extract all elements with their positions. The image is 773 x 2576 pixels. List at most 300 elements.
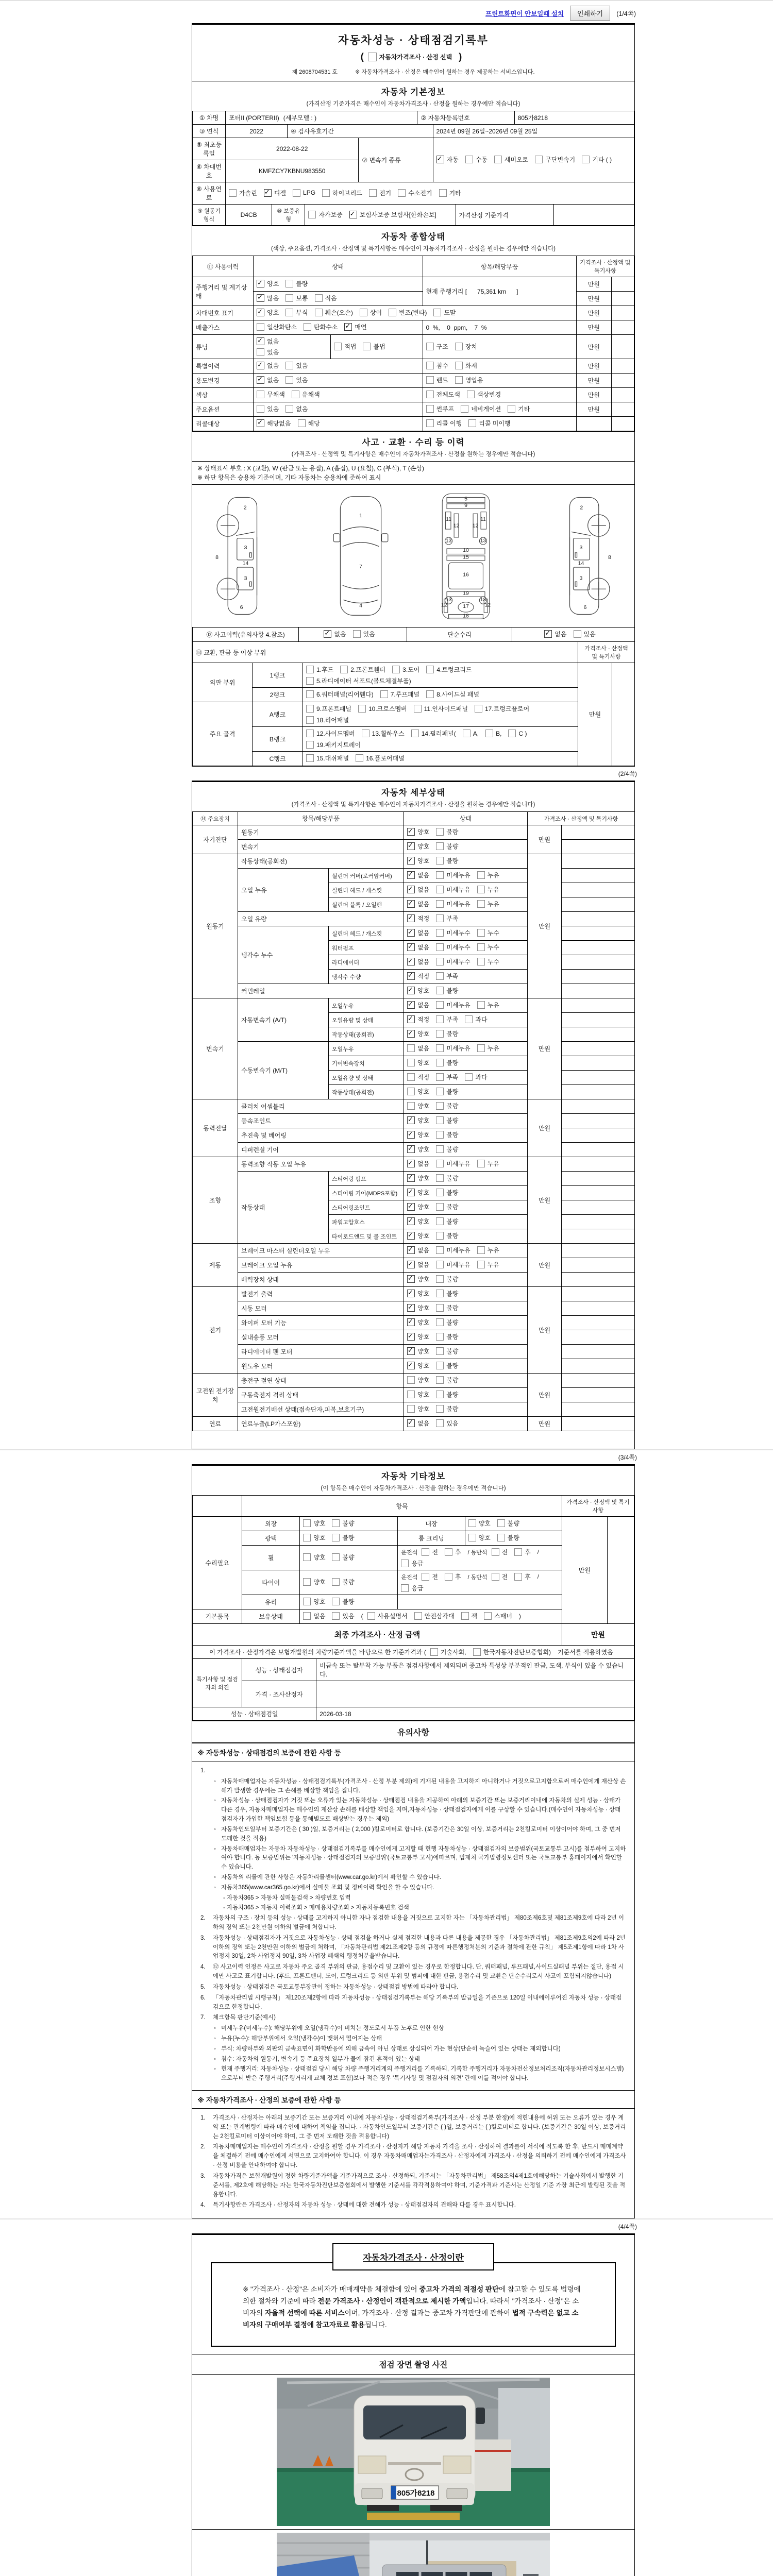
notice-bullet xyxy=(200,1797,626,1824)
unchecked-checkbox-icon[interactable] xyxy=(426,666,434,673)
unchecked-checkbox-icon[interactable] xyxy=(436,1088,444,1095)
unchecked-checkbox-icon[interactable] xyxy=(514,1573,522,1581)
unchecked-checkbox-icon[interactable] xyxy=(407,1044,415,1052)
checked-checkbox-icon[interactable] xyxy=(407,1419,415,1427)
unchecked-checkbox-icon[interactable] xyxy=(465,1073,473,1081)
unchecked-checkbox-icon[interactable] xyxy=(407,1376,415,1384)
checkbox-label: 전체도색 xyxy=(436,391,460,398)
checkbox-option xyxy=(407,914,429,923)
unchecked-checkbox-icon[interactable] xyxy=(360,309,367,316)
unchecked-checkbox-icon[interactable] xyxy=(407,1088,415,1095)
unchecked-checkbox-icon[interactable] xyxy=(398,189,406,197)
special-history-label: 특별이력 xyxy=(193,359,254,374)
unchecked-checkbox-icon[interactable] xyxy=(477,1044,485,1052)
checked-checkbox-icon[interactable] xyxy=(257,376,264,384)
checkbox-label: 없음 xyxy=(554,631,567,638)
unchecked-checkbox-icon[interactable] xyxy=(436,1376,444,1384)
checked-checkbox-icon[interactable] xyxy=(324,630,331,638)
checkbox-label: 후 xyxy=(525,1549,531,1556)
checked-checkbox-icon[interactable] xyxy=(344,323,352,331)
note-cell xyxy=(562,1316,635,1330)
checkbox-label: 불량 xyxy=(446,843,459,850)
unchecked-checkbox-icon[interactable] xyxy=(293,189,300,197)
notice-bullet xyxy=(200,2024,626,2033)
checked-checkbox-icon[interactable] xyxy=(407,1030,415,1038)
unchecked-checkbox-icon[interactable] xyxy=(303,1612,311,1620)
checkbox-option xyxy=(426,665,472,674)
unchecked-checkbox-icon[interactable] xyxy=(285,362,293,369)
unchecked-checkbox-icon[interactable] xyxy=(303,1578,311,1586)
unchecked-checkbox-icon[interactable] xyxy=(436,1217,444,1225)
unchecked-checkbox-icon[interactable] xyxy=(436,1145,444,1153)
unchecked-checkbox-icon[interactable] xyxy=(436,987,444,994)
unchecked-checkbox-icon[interactable] xyxy=(426,343,434,350)
unchecked-checkbox-icon[interactable] xyxy=(436,886,444,893)
checked-checkbox-icon[interactable] xyxy=(407,886,415,893)
item-label: 브레이크 마스터 실린더오일 누유 xyxy=(238,1244,404,1258)
unchecked-checkbox-icon[interactable] xyxy=(582,156,590,163)
checkbox-label: 17.트렁크플로어 xyxy=(484,705,530,713)
notice-item-text: 자동차성능 · 상태점검자가 거짓으로 자동차성능 · 상태 점검을 하거나 실제 점검한 내용과 다른 내용을 제공한 경우 「자동차관리법」 제81조제9호의2에 따라 2년 이하의 징역 또는 2천만원 이하의 벌금에 처하며, 「자동차관리법 제21조제2항 등의 규정에 따른행정처분의 기준과 절차에 관한 규칙」 제5조제1항에 따라 1차 사업정지 30일, 2차 사업정지 90일, 3차 사업장 폐쇄의 행정처분을받습니다. xyxy=(213,1935,626,1960)
unchecked-checkbox-icon[interactable] xyxy=(436,1362,444,1369)
checkbox-option xyxy=(414,1612,455,1620)
unchecked-checkbox-icon[interactable] xyxy=(436,900,444,908)
unchecked-checkbox-icon[interactable] xyxy=(257,405,264,413)
unchecked-checkbox-icon[interactable] xyxy=(445,1573,452,1581)
unchecked-checkbox-icon[interactable] xyxy=(436,1030,444,1038)
unchecked-checkbox-icon[interactable] xyxy=(306,690,314,698)
unchecked-checkbox-icon[interactable] xyxy=(308,211,316,218)
unchecked-checkbox-icon[interactable] xyxy=(477,900,485,908)
unchecked-checkbox-icon[interactable] xyxy=(508,405,515,413)
checked-checkbox-icon[interactable] xyxy=(407,1131,415,1139)
unchecked-checkbox-icon[interactable] xyxy=(436,1073,444,1081)
unchecked-checkbox-icon[interactable] xyxy=(436,828,444,836)
options-group xyxy=(407,1376,465,1384)
checked-checkbox-icon[interactable] xyxy=(407,1290,415,1297)
options-group xyxy=(407,1202,465,1211)
unchecked-checkbox-icon[interactable] xyxy=(303,1534,311,1541)
unchecked-checkbox-icon[interactable] xyxy=(436,1059,444,1066)
checked-checkbox-icon[interactable] xyxy=(407,1189,415,1196)
checked-checkbox-icon[interactable] xyxy=(407,929,415,937)
checkbox-option xyxy=(426,342,448,351)
unchecked-checkbox-icon[interactable] xyxy=(497,1534,505,1541)
unchecked-checkbox-icon[interactable] xyxy=(574,630,581,638)
unchecked-checkbox-icon[interactable] xyxy=(477,929,485,937)
unchecked-checkbox-icon[interactable] xyxy=(426,405,434,413)
unchecked-checkbox-icon[interactable] xyxy=(367,1612,375,1620)
unchecked-checkbox-icon[interactable] xyxy=(433,309,441,316)
options-group xyxy=(334,342,392,351)
unchecked-checkbox-icon[interactable] xyxy=(436,1015,444,1023)
unchecked-checkbox-icon[interactable] xyxy=(414,705,422,713)
unchecked-checkbox-icon[interactable] xyxy=(477,1001,485,1009)
checkbox-label: 양호 xyxy=(417,1362,430,1369)
checked-checkbox-icon[interactable] xyxy=(257,337,264,345)
unchecked-checkbox-icon[interactable] xyxy=(334,343,342,350)
price-cell: 만원 xyxy=(528,1244,562,1287)
unchecked-checkbox-icon[interactable] xyxy=(436,972,444,980)
unchecked-checkbox-icon[interactable] xyxy=(257,391,264,398)
unchecked-checkbox-icon[interactable] xyxy=(306,716,314,724)
checkbox-label: 부족 xyxy=(446,973,459,980)
state-options xyxy=(404,1085,528,1099)
checkbox-option xyxy=(485,730,501,737)
unchecked-checkbox-icon[interactable] xyxy=(477,871,485,879)
price-cell: 만원 xyxy=(528,998,562,1099)
unchecked-checkbox-icon[interactable] xyxy=(407,1102,415,1110)
unchecked-checkbox-icon[interactable] xyxy=(426,690,434,698)
checked-checkbox-icon[interactable] xyxy=(407,943,415,951)
unchecked-checkbox-icon[interactable] xyxy=(436,1347,444,1355)
unchecked-checkbox-icon[interactable] xyxy=(468,1534,476,1541)
unchecked-checkbox-icon[interactable] xyxy=(306,705,314,713)
unchecked-checkbox-icon[interactable] xyxy=(436,1419,444,1427)
checked-checkbox-icon[interactable] xyxy=(407,1145,415,1153)
unchecked-checkbox-icon[interactable] xyxy=(285,309,293,316)
unchecked-checkbox-icon[interactable] xyxy=(332,1578,340,1586)
unchecked-checkbox-icon[interactable] xyxy=(467,391,475,398)
checkbox-option xyxy=(436,1145,458,1154)
unchecked-checkbox-icon[interactable] xyxy=(356,754,363,762)
special-history-item-options xyxy=(423,359,576,374)
checked-checkbox-icon[interactable] xyxy=(407,900,415,908)
header-item: 항목 xyxy=(242,1496,562,1517)
unchecked-checkbox-icon[interactable] xyxy=(229,189,237,197)
unchecked-checkbox-icon[interactable] xyxy=(463,730,470,737)
unchecked-checkbox-icon[interactable] xyxy=(436,1290,444,1297)
options-group xyxy=(407,856,465,865)
unchecked-checkbox-icon[interactable] xyxy=(306,666,314,673)
unchecked-checkbox-icon[interactable] xyxy=(465,1015,473,1023)
checked-checkbox-icon[interactable] xyxy=(407,987,415,994)
checkbox-option xyxy=(389,308,427,317)
checked-checkbox-icon[interactable] xyxy=(407,972,415,980)
unchecked-checkbox-icon[interactable] xyxy=(436,1275,444,1283)
unchecked-checkbox-icon[interactable] xyxy=(473,1648,481,1656)
checked-checkbox-icon[interactable] xyxy=(407,1174,415,1182)
unchecked-checkbox-icon[interactable] xyxy=(492,1548,499,1556)
unchecked-checkbox-icon[interactable] xyxy=(436,1174,444,1182)
unchecked-checkbox-icon[interactable] xyxy=(298,419,306,427)
unchecked-checkbox-icon[interactable] xyxy=(306,754,314,762)
unchecked-checkbox-icon[interactable] xyxy=(303,1553,311,1561)
unchecked-checkbox-icon[interactable] xyxy=(477,886,485,893)
usage-change-options xyxy=(254,374,423,388)
options-group xyxy=(544,630,602,638)
panel-number-label: 5 xyxy=(464,496,468,502)
unchecked-checkbox-icon[interactable] xyxy=(436,929,444,937)
unchecked-checkbox-icon[interactable] xyxy=(436,1189,444,1196)
checked-checkbox-icon[interactable] xyxy=(257,280,264,287)
checked-checkbox-icon[interactable] xyxy=(544,630,552,638)
unchecked-checkbox-icon[interactable] xyxy=(494,156,502,163)
text-fragment: ) xyxy=(518,1612,521,1620)
unchecked-checkbox-icon[interactable] xyxy=(369,189,377,197)
unchecked-checkbox-icon[interactable] xyxy=(292,391,299,398)
item-label: 실린더 커버(로커암커버) xyxy=(329,869,404,883)
checked-checkbox-icon[interactable] xyxy=(257,294,264,302)
unchecked-checkbox-icon[interactable] xyxy=(414,1612,422,1620)
print-button[interactable]: 인쇄하기 xyxy=(570,6,610,21)
unchecked-checkbox-icon[interactable] xyxy=(401,1584,409,1592)
unchecked-checkbox-icon[interactable] xyxy=(439,189,447,197)
unchecked-checkbox-icon[interactable] xyxy=(436,1203,444,1211)
checked-checkbox-icon[interactable] xyxy=(257,309,264,316)
unchecked-checkbox-icon[interactable] xyxy=(422,1548,429,1556)
checked-checkbox-icon[interactable] xyxy=(407,1347,415,1355)
unchecked-checkbox-icon[interactable] xyxy=(257,348,264,356)
unchecked-checkbox-icon[interactable] xyxy=(411,730,419,737)
unchecked-checkbox-icon[interactable] xyxy=(455,376,463,384)
unchecked-checkbox-icon[interactable] xyxy=(477,958,485,965)
checked-checkbox-icon[interactable] xyxy=(257,419,264,427)
unchecked-checkbox-icon[interactable] xyxy=(485,730,493,737)
unchecked-checkbox-icon[interactable] xyxy=(315,309,323,316)
unchecked-checkbox-icon[interactable] xyxy=(455,343,463,350)
checked-checkbox-icon[interactable] xyxy=(407,1275,415,1283)
unchecked-checkbox-icon[interactable] xyxy=(445,1548,452,1556)
checkbox-label: 없음 xyxy=(417,1261,430,1268)
unchecked-checkbox-icon[interactable] xyxy=(465,156,473,163)
unchecked-checkbox-icon[interactable] xyxy=(285,294,293,302)
state-options xyxy=(404,825,528,840)
bullet-dot: ◦ xyxy=(214,2025,216,2032)
unchecked-checkbox-icon[interactable] xyxy=(436,1391,444,1398)
unchecked-checkbox-icon[interactable] xyxy=(436,871,444,879)
unchecked-checkbox-icon[interactable] xyxy=(436,1131,444,1139)
notice-bullet xyxy=(200,2055,626,2064)
item-label: 동력조향 작동 오일 누유 xyxy=(238,1157,404,1172)
unchecked-checkbox-icon[interactable] xyxy=(461,1612,469,1620)
unchecked-checkbox-icon[interactable] xyxy=(436,1261,444,1268)
unchecked-checkbox-icon[interactable] xyxy=(468,1519,476,1527)
checked-checkbox-icon[interactable] xyxy=(407,914,415,922)
checked-checkbox-icon[interactable] xyxy=(264,189,272,197)
checkbox-label: 양호 xyxy=(417,843,430,850)
unchecked-checkbox-icon[interactable] xyxy=(436,914,444,922)
checked-checkbox-icon[interactable] xyxy=(407,1015,415,1023)
unchecked-checkbox-icon[interactable] xyxy=(315,294,323,302)
unchecked-checkbox-icon[interactable] xyxy=(407,1405,415,1413)
unchecked-checkbox-icon[interactable] xyxy=(436,1044,444,1052)
checked-checkbox-icon[interactable] xyxy=(407,842,415,850)
checked-checkbox-icon[interactable] xyxy=(407,828,415,836)
checked-checkbox-icon[interactable] xyxy=(349,211,357,218)
checked-checkbox-icon[interactable] xyxy=(407,1261,415,1268)
checked-checkbox-icon[interactable] xyxy=(407,1116,415,1124)
checkbox-option xyxy=(407,1260,429,1269)
checkbox-label: 변조(변타) xyxy=(399,309,427,316)
emission-options xyxy=(254,320,423,335)
checked-checkbox-icon[interactable] xyxy=(407,958,415,965)
unchecked-checkbox-icon[interactable] xyxy=(285,405,293,413)
unchecked-checkbox-icon[interactable] xyxy=(477,1160,485,1167)
unchecked-checkbox-icon[interactable] xyxy=(436,958,444,965)
checked-checkbox-icon[interactable] xyxy=(257,362,264,369)
price-basis-table xyxy=(192,1645,634,1659)
checked-checkbox-icon[interactable] xyxy=(407,1203,415,1211)
unchecked-checkbox-icon[interactable] xyxy=(426,362,434,369)
unchecked-checkbox-icon[interactable] xyxy=(514,1548,522,1556)
car-name-value: 포터II (PORTERII) xyxy=(229,114,279,122)
unchecked-checkbox-icon[interactable] xyxy=(285,280,293,287)
checked-checkbox-icon[interactable] xyxy=(407,1362,415,1369)
checked-checkbox-icon[interactable] xyxy=(407,1304,415,1312)
final-price-table xyxy=(192,1623,634,1646)
warranty-options xyxy=(305,205,456,226)
unchecked-checkbox-icon[interactable] xyxy=(306,730,314,737)
unchecked-checkbox-icon[interactable] xyxy=(285,376,293,384)
options-group xyxy=(306,754,411,762)
unchecked-checkbox-icon[interactable] xyxy=(422,1573,429,1581)
unchecked-checkbox-icon[interactable] xyxy=(475,705,482,713)
unchecked-checkbox-icon[interactable] xyxy=(426,391,434,398)
note-cell xyxy=(562,1287,635,1301)
checkbox-option xyxy=(477,885,499,894)
unchecked-checkbox-icon[interactable] xyxy=(436,1333,444,1341)
unchecked-checkbox-icon[interactable] xyxy=(389,309,396,316)
print-help-link[interactable]: 프린트화면이 안보일때 설치 xyxy=(485,10,564,18)
simple-repair-label: 단순수리 xyxy=(407,628,512,642)
checkbox-option xyxy=(582,155,612,164)
checkbox-option xyxy=(315,308,353,317)
checkbox-label: 리콜 미이행 xyxy=(479,420,511,427)
checkbox-label: 있음 xyxy=(296,362,308,369)
options-group xyxy=(303,1533,361,1542)
checkbox-label: 훼손(오손) xyxy=(325,309,353,316)
unchecked-checkbox-icon[interactable] xyxy=(477,1246,485,1254)
item-label: 실린더 블록 / 오일팬 xyxy=(329,897,404,912)
checkbox-option xyxy=(492,1548,508,1556)
unchecked-checkbox-icon[interactable] xyxy=(358,705,366,713)
checkbox-option xyxy=(407,1318,429,1327)
unchecked-checkbox-icon[interactable] xyxy=(362,730,369,737)
text-fragment: 운전석 xyxy=(401,1549,418,1556)
unchecked-checkbox-icon[interactable] xyxy=(407,1391,415,1398)
unchecked-checkbox-icon[interactable] xyxy=(492,1573,499,1581)
unchecked-checkbox-icon[interactable] xyxy=(332,1598,340,1605)
unchecked-checkbox-icon[interactable] xyxy=(461,405,468,413)
unchecked-checkbox-icon[interactable] xyxy=(332,1612,340,1620)
unchecked-checkbox-icon[interactable] xyxy=(436,857,444,865)
checked-checkbox-icon[interactable] xyxy=(407,1001,415,1009)
unchecked-checkbox-icon[interactable] xyxy=(436,1102,444,1110)
item-label: 변속기 xyxy=(238,840,404,854)
unchecked-checkbox-icon[interactable] xyxy=(353,630,361,638)
unchecked-checkbox-icon[interactable] xyxy=(306,741,314,749)
unchecked-checkbox-icon[interactable] xyxy=(332,1553,340,1561)
checked-checkbox-icon[interactable] xyxy=(407,1246,415,1254)
device-label: 고전원 전기장치 xyxy=(193,1374,238,1417)
unchecked-checkbox-icon[interactable] xyxy=(436,1405,444,1413)
unchecked-checkbox-icon[interactable] xyxy=(436,1232,444,1240)
checked-checkbox-icon[interactable] xyxy=(407,1232,415,1240)
unchecked-checkbox-icon[interactable] xyxy=(407,1073,415,1081)
checked-checkbox-icon[interactable] xyxy=(407,1160,415,1167)
unchecked-checkbox-icon[interactable] xyxy=(380,690,388,698)
unchecked-checkbox-icon[interactable] xyxy=(436,842,444,850)
empty-cell xyxy=(398,1595,562,1609)
unchecked-checkbox-icon[interactable] xyxy=(392,666,400,673)
unchecked-checkbox-icon[interactable] xyxy=(468,419,476,427)
unchecked-checkbox-icon[interactable] xyxy=(303,1598,311,1605)
unchecked-checkbox-icon[interactable] xyxy=(455,362,463,369)
car-name-label: ① 차명 xyxy=(193,111,226,125)
unchecked-checkbox-icon[interactable] xyxy=(484,1612,492,1620)
unchecked-checkbox-icon[interactable] xyxy=(340,666,348,673)
unchecked-checkbox-icon[interactable] xyxy=(436,1160,444,1167)
checkbox-label: 3.도어 xyxy=(402,666,420,673)
unchecked-checkbox-icon[interactable] xyxy=(257,323,264,331)
unchecked-checkbox-icon[interactable] xyxy=(535,156,543,163)
unchecked-checkbox-icon[interactable] xyxy=(426,419,434,427)
unchecked-checkbox-icon[interactable] xyxy=(407,1059,415,1066)
checkbox-label: 없음 xyxy=(267,338,279,345)
unchecked-checkbox-icon[interactable] xyxy=(508,730,516,737)
unchecked-checkbox-icon[interactable] xyxy=(436,1001,444,1009)
unchecked-checkbox-icon[interactable] xyxy=(332,1534,340,1541)
unchecked-checkbox-icon[interactable] xyxy=(304,323,311,331)
state-options xyxy=(404,955,528,970)
checked-checkbox-icon[interactable] xyxy=(407,871,415,879)
checked-checkbox-icon[interactable] xyxy=(407,1217,415,1225)
unchecked-checkbox-icon[interactable] xyxy=(368,53,377,61)
inspector-opinion-table xyxy=(192,1658,634,1721)
options-group xyxy=(407,1073,494,1081)
notice-item-number: 5. xyxy=(200,1984,206,1990)
item-label: 연료누출(LP가스포함) xyxy=(238,1417,404,1431)
unchecked-checkbox-icon[interactable] xyxy=(332,1519,340,1527)
mileage-state1 xyxy=(254,277,423,292)
checkbox-label: 누유 xyxy=(487,901,499,908)
checkbox-option xyxy=(436,1217,458,1226)
unchecked-checkbox-icon[interactable] xyxy=(322,189,330,197)
unchecked-checkbox-icon[interactable] xyxy=(430,1648,438,1656)
checkbox-label: 양호 xyxy=(417,987,430,994)
state-options xyxy=(404,1042,528,1056)
unchecked-checkbox-icon[interactable] xyxy=(306,677,314,685)
unchecked-checkbox-icon[interactable] xyxy=(436,1246,444,1254)
options-group xyxy=(401,1548,558,1568)
note-cell xyxy=(562,1013,635,1027)
unchecked-checkbox-icon[interactable] xyxy=(497,1519,505,1527)
checkbox-label: 응급 xyxy=(411,1560,424,1567)
unchecked-checkbox-icon[interactable] xyxy=(426,376,434,384)
state-options xyxy=(404,854,528,869)
unchecked-checkbox-icon[interactable] xyxy=(436,1304,444,1312)
checkbox-label: 불량 xyxy=(507,1534,519,1541)
unchecked-checkbox-icon[interactable] xyxy=(303,1519,311,1527)
unchecked-checkbox-icon[interactable] xyxy=(477,1261,485,1268)
checked-checkbox-icon[interactable] xyxy=(407,857,415,865)
checked-checkbox-icon[interactable] xyxy=(407,1333,415,1341)
options-group xyxy=(407,1101,465,1110)
state-options xyxy=(404,840,528,854)
unchecked-checkbox-icon[interactable] xyxy=(401,1560,409,1567)
checkbox-option xyxy=(436,1318,458,1327)
unchecked-checkbox-icon[interactable] xyxy=(477,943,485,951)
checked-checkbox-icon[interactable] xyxy=(436,156,444,163)
repair-item-options xyxy=(300,1531,398,1546)
unchecked-checkbox-icon[interactable] xyxy=(436,1116,444,1124)
unchecked-checkbox-icon[interactable] xyxy=(436,1318,444,1326)
note-cell xyxy=(562,1258,635,1273)
unchecked-checkbox-icon[interactable] xyxy=(363,343,371,350)
unchecked-checkbox-icon[interactable] xyxy=(436,943,444,951)
checked-checkbox-icon[interactable] xyxy=(407,1318,415,1326)
